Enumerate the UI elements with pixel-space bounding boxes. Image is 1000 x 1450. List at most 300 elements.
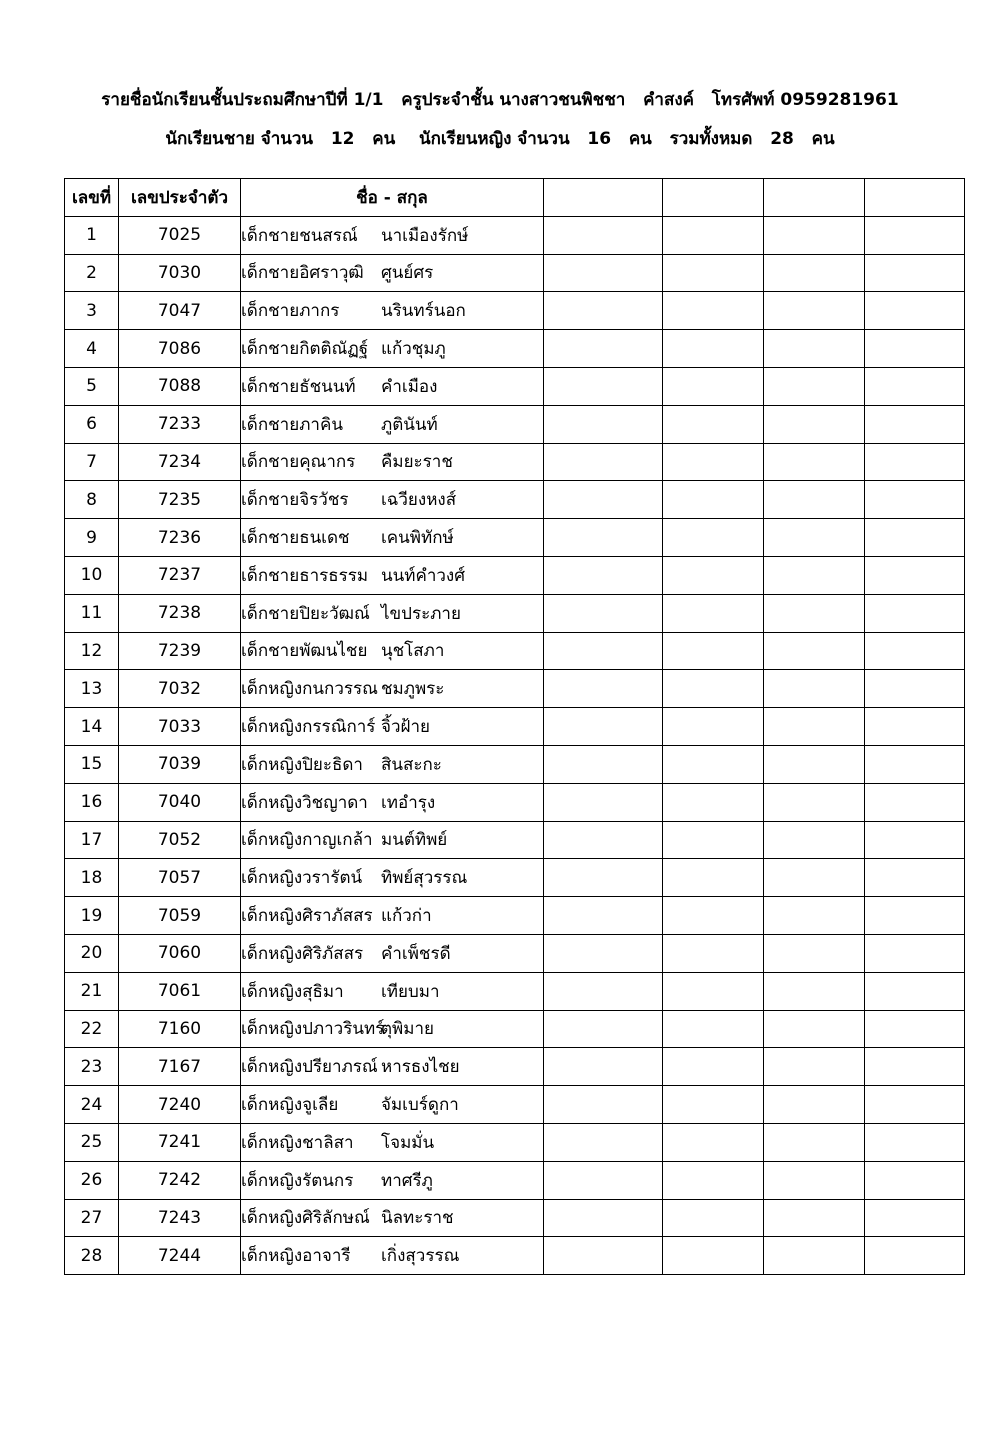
cell-blank-3 <box>764 1199 865 1237</box>
cell-blank-4 <box>865 292 965 330</box>
cell-number: 25 <box>65 1123 119 1161</box>
cell-number: 9 <box>65 519 119 557</box>
cell-full-name <box>241 519 544 557</box>
cell-student-id: 7025 <box>119 216 241 254</box>
first-name: เด็กชายอิศราวุฒิ <box>241 263 364 284</box>
total-label: รวมทั้งหมด <box>669 129 753 149</box>
cell-blank-1 <box>544 292 663 330</box>
cell-blank-3 <box>764 1048 865 1086</box>
cell-blank-2 <box>663 594 764 632</box>
cell-blank-4 <box>865 972 965 1010</box>
col-header-blank-2 <box>663 179 764 217</box>
cell-full-name <box>241 897 544 935</box>
cell-blank-1 <box>544 972 663 1010</box>
table-row <box>65 367 965 405</box>
cell-blank-1 <box>544 670 663 708</box>
cell-number: 5 <box>65 367 119 405</box>
table-row <box>65 1086 965 1124</box>
cell-blank-4 <box>865 556 965 594</box>
cell-blank-2 <box>663 783 764 821</box>
cell-student-id: 7039 <box>119 745 241 783</box>
cell-number: 1 <box>65 216 119 254</box>
cell-blank-2 <box>663 821 764 859</box>
table-row <box>65 254 965 292</box>
cell-blank-2 <box>663 934 764 972</box>
col-header-blank-4 <box>865 179 965 217</box>
last-name: เทอำรุง <box>381 792 436 813</box>
cell-blank-2 <box>663 254 764 292</box>
cell-blank-4 <box>865 1199 965 1237</box>
cell-blank-3 <box>764 972 865 1010</box>
cell-blank-3 <box>764 1237 865 1275</box>
last-name: หารธงไชย <box>381 1057 460 1078</box>
first-name: เด็กชายปิยะวัฒณ์ <box>241 603 370 624</box>
first-name: เด็กหญิงศิริภัสสร <box>241 943 364 964</box>
title-phone: โทรศัพท์ 0959281961 <box>711 90 899 110</box>
cell-blank-2 <box>663 1161 764 1199</box>
cell-blank-3 <box>764 1086 865 1124</box>
last-name: คำเพ็ชรดี <box>381 943 451 964</box>
col-header-number: เลขที่ <box>65 179 119 217</box>
last-name: แก้วชุมภู <box>381 339 446 360</box>
cell-blank-1 <box>544 859 663 897</box>
table-row <box>65 1123 965 1161</box>
cell-blank-1 <box>544 556 663 594</box>
cell-blank-1 <box>544 330 663 368</box>
cell-student-id: 7086 <box>119 330 241 368</box>
cell-blank-3 <box>764 745 865 783</box>
cell-student-id: 7235 <box>119 481 241 519</box>
cell-blank-2 <box>663 519 764 557</box>
first-name: เด็กหญิงปิยะธิดา <box>241 754 363 775</box>
first-name: เด็กหญิงศิริลักษณ์ <box>241 1208 370 1229</box>
cell-blank-1 <box>544 443 663 481</box>
cell-blank-2 <box>663 1010 764 1048</box>
first-name: เด็กหญิงรัตนกร <box>241 1170 354 1191</box>
cell-number: 6 <box>65 405 119 443</box>
cell-full-name <box>241 745 544 783</box>
last-name: นาเมืองรักษ์ <box>381 225 469 246</box>
table-row <box>65 216 965 254</box>
cell-blank-3 <box>764 934 865 972</box>
cell-student-id: 7244 <box>119 1237 241 1275</box>
cell-student-id: 7030 <box>119 254 241 292</box>
cell-blank-2 <box>663 897 764 935</box>
cell-blank-1 <box>544 1237 663 1275</box>
cell-student-id: 7052 <box>119 821 241 859</box>
cell-number: 21 <box>65 972 119 1010</box>
last-name: นนท์คำวงศ์ <box>381 565 466 586</box>
table-row <box>65 405 965 443</box>
cell-blank-3 <box>764 670 865 708</box>
last-name: สินสะกะ <box>381 754 442 775</box>
cell-student-id: 7057 <box>119 859 241 897</box>
cell-full-name <box>241 254 544 292</box>
table-row <box>65 1010 965 1048</box>
cell-full-name <box>241 481 544 519</box>
title-line-1 <box>0 86 1000 113</box>
cell-student-id: 7240 <box>119 1086 241 1124</box>
cell-blank-3 <box>764 254 865 292</box>
first-name: เด็กชายจิรวัชร <box>241 490 349 511</box>
first-name: เด็กหญิงวรารัตน์ <box>241 868 363 889</box>
cell-number: 10 <box>65 556 119 594</box>
cell-blank-1 <box>544 632 663 670</box>
cell-student-id: 7243 <box>119 1199 241 1237</box>
cell-blank-4 <box>865 859 965 897</box>
cell-number: 4 <box>65 330 119 368</box>
cell-blank-2 <box>663 443 764 481</box>
cell-blank-1 <box>544 934 663 972</box>
cell-full-name <box>241 632 544 670</box>
cell-blank-2 <box>663 1237 764 1275</box>
first-name: เด็กหญิงศิราภัสสร <box>241 906 373 927</box>
first-name: เด็กหญิงสุธิมา <box>241 981 344 1002</box>
cell-student-id: 7233 <box>119 405 241 443</box>
table-body <box>65 216 965 1274</box>
cell-student-id: 7241 <box>119 1123 241 1161</box>
title-class: รายชื่อนักเรียนชั้นประถมศึกษาปีที่ 1/1 <box>101 90 384 110</box>
last-name: เฉวียงหงส์ <box>381 490 457 511</box>
cell-number: 17 <box>65 821 119 859</box>
table-row <box>65 1048 965 1086</box>
title-teacher: ครูประจำชั้น นางสาวชนพิชชา <box>401 90 626 110</box>
cell-blank-4 <box>865 1010 965 1048</box>
boys-label: นักเรียนชาย จำนวน <box>165 129 314 149</box>
cell-blank-3 <box>764 632 865 670</box>
cell-full-name <box>241 708 544 746</box>
last-name: ชมภูพระ <box>381 679 445 700</box>
cell-full-name <box>241 934 544 972</box>
cell-blank-4 <box>865 405 965 443</box>
first-name: เด็กหญิงจูเลีย <box>241 1095 339 1116</box>
cell-blank-4 <box>865 254 965 292</box>
first-name: เด็กหญิงอาจารี <box>241 1246 351 1267</box>
cell-full-name <box>241 1161 544 1199</box>
table-row <box>65 292 965 330</box>
cell-number: 14 <box>65 708 119 746</box>
cell-blank-1 <box>544 216 663 254</box>
cell-student-id: 7236 <box>119 519 241 557</box>
cell-full-name <box>241 443 544 481</box>
last-name: ไขประภาย <box>381 603 461 624</box>
cell-blank-4 <box>865 1161 965 1199</box>
table-row <box>65 519 965 557</box>
cell-blank-3 <box>764 897 865 935</box>
cell-student-id: 7239 <box>119 632 241 670</box>
cell-blank-1 <box>544 821 663 859</box>
boys-unit: คน <box>372 129 396 149</box>
cell-blank-1 <box>544 519 663 557</box>
girls-count: 16 <box>587 129 612 149</box>
table-row <box>65 330 965 368</box>
cell-full-name <box>241 367 544 405</box>
cell-full-name <box>241 859 544 897</box>
cell-student-id: 7237 <box>119 556 241 594</box>
cell-blank-1 <box>544 1161 663 1199</box>
last-name: ทิพย์สุวรรณ <box>381 868 468 889</box>
cell-blank-4 <box>865 934 965 972</box>
cell-number: 19 <box>65 897 119 935</box>
cell-full-name <box>241 405 544 443</box>
cell-full-name <box>241 330 544 368</box>
first-name: เด็กชายธัชนนท์ <box>241 376 356 397</box>
cell-blank-3 <box>764 367 865 405</box>
cell-blank-2 <box>663 367 764 405</box>
table-row <box>65 1237 965 1275</box>
cell-blank-2 <box>663 1199 764 1237</box>
col-header-blank-3 <box>764 179 865 217</box>
cell-blank-3 <box>764 292 865 330</box>
table-row <box>65 972 965 1010</box>
cell-blank-2 <box>663 859 764 897</box>
cell-number: 11 <box>65 594 119 632</box>
table-row <box>65 481 965 519</box>
cell-blank-3 <box>764 330 865 368</box>
cell-blank-2 <box>663 1123 764 1161</box>
last-name: ตุพิมาย <box>381 1019 434 1040</box>
table-row <box>65 897 965 935</box>
cell-full-name <box>241 1048 544 1086</box>
cell-number: 7 <box>65 443 119 481</box>
table-header-row <box>65 179 965 217</box>
table-row <box>65 708 965 746</box>
last-name: นุชโสภา <box>381 641 445 662</box>
cell-full-name <box>241 821 544 859</box>
cell-blank-2 <box>663 556 764 594</box>
table-row <box>65 745 965 783</box>
cell-blank-4 <box>865 632 965 670</box>
first-name: เด็กชายภากร <box>241 301 340 322</box>
cell-full-name <box>241 556 544 594</box>
cell-blank-1 <box>544 1123 663 1161</box>
cell-student-id: 7167 <box>119 1048 241 1086</box>
cell-number: 18 <box>65 859 119 897</box>
cell-number: 2 <box>65 254 119 292</box>
cell-blank-3 <box>764 1161 865 1199</box>
cell-blank-3 <box>764 556 865 594</box>
first-name: เด็กหญิงกาญเกล้า <box>241 830 373 851</box>
table-row <box>65 670 965 708</box>
first-name: เด็กหญิงกรรณิการ์ <box>241 717 376 738</box>
cell-blank-1 <box>544 367 663 405</box>
cell-number: 13 <box>65 670 119 708</box>
cell-number: 12 <box>65 632 119 670</box>
cell-blank-1 <box>544 1048 663 1086</box>
cell-blank-4 <box>865 1048 965 1086</box>
table-row <box>65 443 965 481</box>
last-name: เกิ่งสุวรรณ <box>381 1246 460 1267</box>
cell-blank-1 <box>544 594 663 632</box>
last-name: จัมเบร์ดูกา <box>381 1095 459 1116</box>
cell-full-name <box>241 1237 544 1275</box>
cell-blank-4 <box>865 519 965 557</box>
first-name: เด็กหญิงชาลิสา <box>241 1132 354 1153</box>
cell-blank-2 <box>663 708 764 746</box>
cell-blank-3 <box>764 443 865 481</box>
cell-student-id: 7242 <box>119 1161 241 1199</box>
cell-blank-2 <box>663 745 764 783</box>
first-name: เด็กชายชนสรณ์ <box>241 225 358 246</box>
cell-blank-3 <box>764 519 865 557</box>
cell-blank-3 <box>764 216 865 254</box>
cell-student-id: 7040 <box>119 783 241 821</box>
cell-blank-4 <box>865 821 965 859</box>
cell-blank-4 <box>865 708 965 746</box>
cell-blank-4 <box>865 216 965 254</box>
cell-number: 26 <box>65 1161 119 1199</box>
cell-full-name <box>241 670 544 708</box>
cell-blank-4 <box>865 367 965 405</box>
last-name: เคนพิทักษ์ <box>381 528 454 549</box>
cell-blank-2 <box>663 670 764 708</box>
cell-blank-3 <box>764 783 865 821</box>
first-name: เด็กหญิงกนกวรรณ <box>241 679 378 700</box>
cell-full-name <box>241 1086 544 1124</box>
cell-blank-1 <box>544 405 663 443</box>
girls-unit: คน <box>628 129 652 149</box>
cell-number: 3 <box>65 292 119 330</box>
cell-number: 24 <box>65 1086 119 1124</box>
cell-number: 27 <box>65 1199 119 1237</box>
cell-full-name <box>241 292 544 330</box>
last-name: ทาศรีภู <box>381 1170 433 1191</box>
cell-blank-1 <box>544 1199 663 1237</box>
cell-student-id: 7160 <box>119 1010 241 1048</box>
cell-blank-3 <box>764 821 865 859</box>
cell-student-id: 7238 <box>119 594 241 632</box>
last-name: คำเมือง <box>381 376 438 397</box>
last-name: นรินทร์นอก <box>381 301 466 322</box>
cell-blank-4 <box>865 1123 965 1161</box>
cell-student-id: 7061 <box>119 972 241 1010</box>
first-name: เด็กหญิงวิชญาดา <box>241 792 368 813</box>
last-name: เทียบมา <box>381 981 440 1002</box>
last-name: ภูตินันท์ <box>381 414 438 435</box>
cell-blank-4 <box>865 481 965 519</box>
table-row <box>65 783 965 821</box>
cell-number: 8 <box>65 481 119 519</box>
cell-number: 23 <box>65 1048 119 1086</box>
cell-student-id: 7060 <box>119 934 241 972</box>
table-row <box>65 859 965 897</box>
cell-blank-3 <box>764 481 865 519</box>
cell-student-id: 7088 <box>119 367 241 405</box>
cell-blank-3 <box>764 859 865 897</box>
cell-full-name <box>241 216 544 254</box>
title-line-2 <box>0 125 1000 152</box>
cell-blank-3 <box>764 708 865 746</box>
cell-blank-2 <box>663 1048 764 1086</box>
cell-blank-3 <box>764 1010 865 1048</box>
boys-count: 12 <box>330 129 355 149</box>
cell-number: 15 <box>65 745 119 783</box>
last-name: จิ้วฝ้าย <box>381 717 430 738</box>
cell-student-id: 7033 <box>119 708 241 746</box>
cell-blank-2 <box>663 1086 764 1124</box>
cell-blank-2 <box>663 292 764 330</box>
cell-blank-4 <box>865 330 965 368</box>
cell-number: 22 <box>65 1010 119 1048</box>
table-row <box>65 594 965 632</box>
cell-blank-4 <box>865 670 965 708</box>
last-name: นิลทะราช <box>381 1208 454 1229</box>
first-name: เด็กชายพัฒนไชย <box>241 641 368 662</box>
cell-blank-1 <box>544 1010 663 1048</box>
cell-blank-1 <box>544 783 663 821</box>
cell-blank-2 <box>663 330 764 368</box>
last-name: แก้วก่า <box>381 906 432 927</box>
cell-blank-1 <box>544 481 663 519</box>
cell-number: 28 <box>65 1237 119 1275</box>
cell-student-id: 7032 <box>119 670 241 708</box>
col-header-full-name: ชื่อ - สกุล <box>241 179 544 217</box>
table-row <box>65 934 965 972</box>
cell-blank-2 <box>663 632 764 670</box>
cell-full-name <box>241 972 544 1010</box>
table-row <box>65 1199 965 1237</box>
student-roster-table <box>64 178 965 1275</box>
last-name: ศูนย์ศร <box>381 263 434 284</box>
first-name: เด็กหญิงปรียาภรณ์ <box>241 1057 378 1078</box>
table-row <box>65 821 965 859</box>
cell-blank-1 <box>544 708 663 746</box>
cell-blank-2 <box>663 405 764 443</box>
first-name: เด็กชายภาคิน <box>241 414 343 435</box>
cell-full-name <box>241 783 544 821</box>
cell-blank-4 <box>865 897 965 935</box>
col-header-student-id: เลขประจำตัว <box>119 179 241 217</box>
cell-blank-1 <box>544 1086 663 1124</box>
cell-blank-2 <box>663 216 764 254</box>
first-name: เด็กชายกิตติณัฏฐ์ <box>241 339 369 360</box>
table-row <box>65 1161 965 1199</box>
first-name: เด็กชายธนเดช <box>241 528 350 549</box>
col-header-blank-1 <box>544 179 663 217</box>
total-count: 28 <box>770 129 794 149</box>
cell-blank-4 <box>865 1086 965 1124</box>
cell-number: 16 <box>65 783 119 821</box>
cell-full-name <box>241 1010 544 1048</box>
total-unit: คน <box>811 129 835 149</box>
cell-full-name <box>241 1199 544 1237</box>
cell-number: 20 <box>65 934 119 972</box>
first-name: เด็กชายคุณากร <box>241 452 356 473</box>
table-row <box>65 556 965 594</box>
girls-label: นักเรียนหญิง จำนวน <box>418 129 570 149</box>
last-name: โจมมั่น <box>381 1132 435 1153</box>
cell-blank-1 <box>544 745 663 783</box>
cell-blank-4 <box>865 443 965 481</box>
cell-blank-2 <box>663 481 764 519</box>
cell-blank-1 <box>544 254 663 292</box>
cell-blank-2 <box>663 972 764 1010</box>
last-name: คืมยะราช <box>381 452 453 473</box>
cell-blank-3 <box>764 1123 865 1161</box>
cell-full-name <box>241 1123 544 1161</box>
cell-student-id: 7047 <box>119 292 241 330</box>
cell-blank-4 <box>865 1237 965 1275</box>
cell-student-id: 7234 <box>119 443 241 481</box>
cell-blank-3 <box>764 405 865 443</box>
cell-full-name <box>241 594 544 632</box>
last-name: มนต์ทิพย์ <box>381 830 448 851</box>
first-name: เด็กหญิงปภาวรินทร์ <box>241 1019 385 1040</box>
table-row <box>65 632 965 670</box>
title-teacher-surname: คำสงค์ <box>643 90 695 110</box>
cell-blank-1 <box>544 897 663 935</box>
first-name: เด็กชายธารธรรม <box>241 565 369 586</box>
